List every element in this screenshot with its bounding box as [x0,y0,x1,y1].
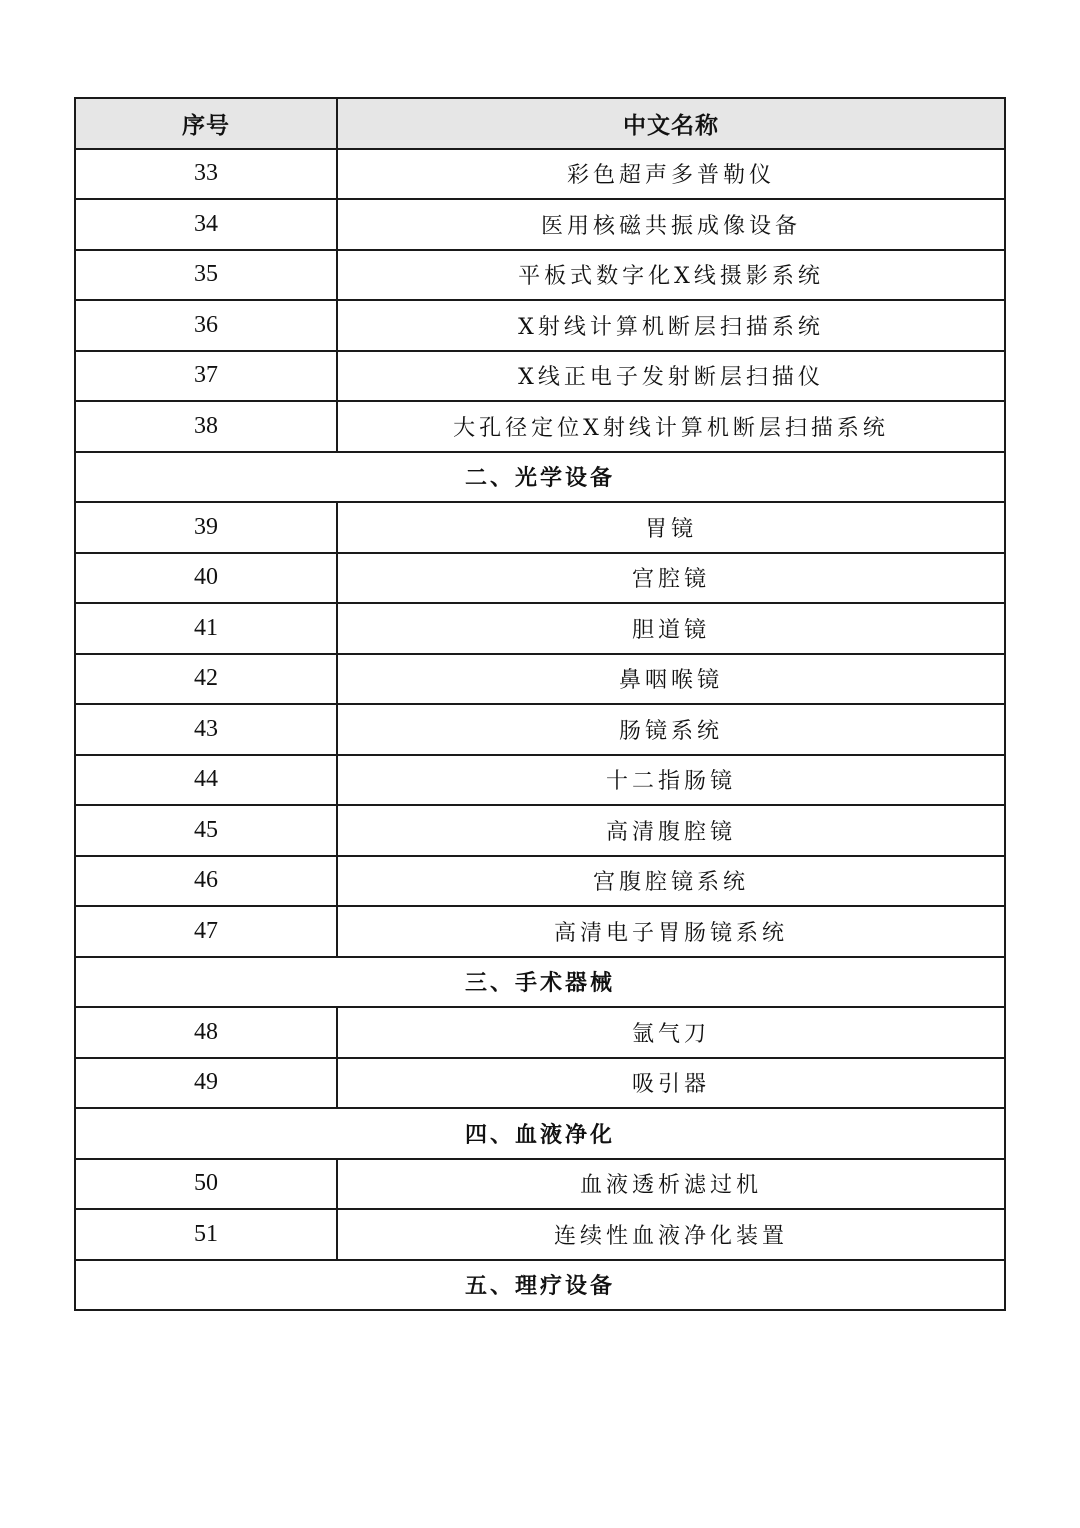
equipment-name-cell: 连续性血液净化装置 [337,1209,1005,1260]
header-chinese-name: 中文名称 [337,98,1005,149]
equipment-name-cell: 氩气刀 [337,1007,1005,1058]
table-row [75,755,1005,806]
table-row [75,351,1005,402]
equipment-name-cell: X线正电子发射断层扫描仪 [337,351,1005,402]
equipment-name-cell: 宫腔镜 [337,553,1005,604]
header-serial-number: 序号 [75,98,337,149]
serial-number-cell: 33 [75,149,337,200]
section-header-row [75,1108,1005,1159]
equipment-name-cell: 吸引器 [337,1058,1005,1109]
section-title: 三、手术器械 [75,957,1005,1008]
equipment-name-cell: 高清腹腔镜 [337,805,1005,856]
equipment-name-cell: 医用核磁共振成像设备 [337,199,1005,250]
table-row [75,1159,1005,1210]
table-row [75,1209,1005,1260]
table-row [75,856,1005,907]
section-header-row [75,1260,1005,1311]
table-row [75,1058,1005,1109]
serial-number-cell: 44 [75,755,337,806]
table-row [75,149,1005,200]
table-row [75,603,1005,654]
section-title: 五、理疗设备 [75,1260,1005,1311]
equipment-name-cell: 胃镜 [337,502,1005,553]
serial-number-cell: 47 [75,906,337,957]
equipment-name-cell: 十二指肠镜 [337,755,1005,806]
serial-number-cell: 49 [75,1058,337,1109]
table-row [75,906,1005,957]
table-row [75,300,1005,351]
serial-number-cell: 38 [75,401,337,452]
section-title: 四、血液净化 [75,1108,1005,1159]
serial-number-cell: 40 [75,553,337,604]
equipment-name-cell: 高清电子胃肠镜系统 [337,906,1005,957]
table-row [75,401,1005,452]
serial-number-cell: 34 [75,199,337,250]
equipment-name-cell: 肠镜系统 [337,704,1005,755]
equipment-name-cell: 血液透析滤过机 [337,1159,1005,1210]
serial-number-cell: 36 [75,300,337,351]
serial-number-cell: 39 [75,502,337,553]
serial-number-cell: 46 [75,856,337,907]
table-row [75,704,1005,755]
serial-number-cell: 35 [75,250,337,301]
serial-number-cell: 41 [75,603,337,654]
equipment-table [74,97,1006,1311]
equipment-name-cell: 鼻咽喉镜 [337,654,1005,705]
equipment-name-cell: 平板式数字化X线摄影系统 [337,250,1005,301]
serial-number-cell: 42 [75,654,337,705]
equipment-name-cell: 宫腹腔镜系统 [337,856,1005,907]
table-row [75,199,1005,250]
serial-number-cell: 43 [75,704,337,755]
serial-number-cell: 45 [75,805,337,856]
table-row [75,553,1005,604]
serial-number-cell: 51 [75,1209,337,1260]
section-header-row [75,957,1005,1008]
serial-number-cell: 37 [75,351,337,402]
section-header-row [75,452,1005,503]
table-row [75,502,1005,553]
table-row [75,654,1005,705]
equipment-name-cell: 彩色超声多普勒仪 [337,149,1005,200]
table-row [75,805,1005,856]
equipment-name-cell: X射线计算机断层扫描系统 [337,300,1005,351]
equipment-name-cell: 大孔径定位X射线计算机断层扫描系统 [337,401,1005,452]
equipment-name-cell: 胆道镜 [337,603,1005,654]
table-row [75,250,1005,301]
serial-number-cell: 50 [75,1159,337,1210]
serial-number-cell: 48 [75,1007,337,1058]
table-row [75,1007,1005,1058]
table-header-row [75,98,1005,149]
section-title: 二、光学设备 [75,452,1005,503]
